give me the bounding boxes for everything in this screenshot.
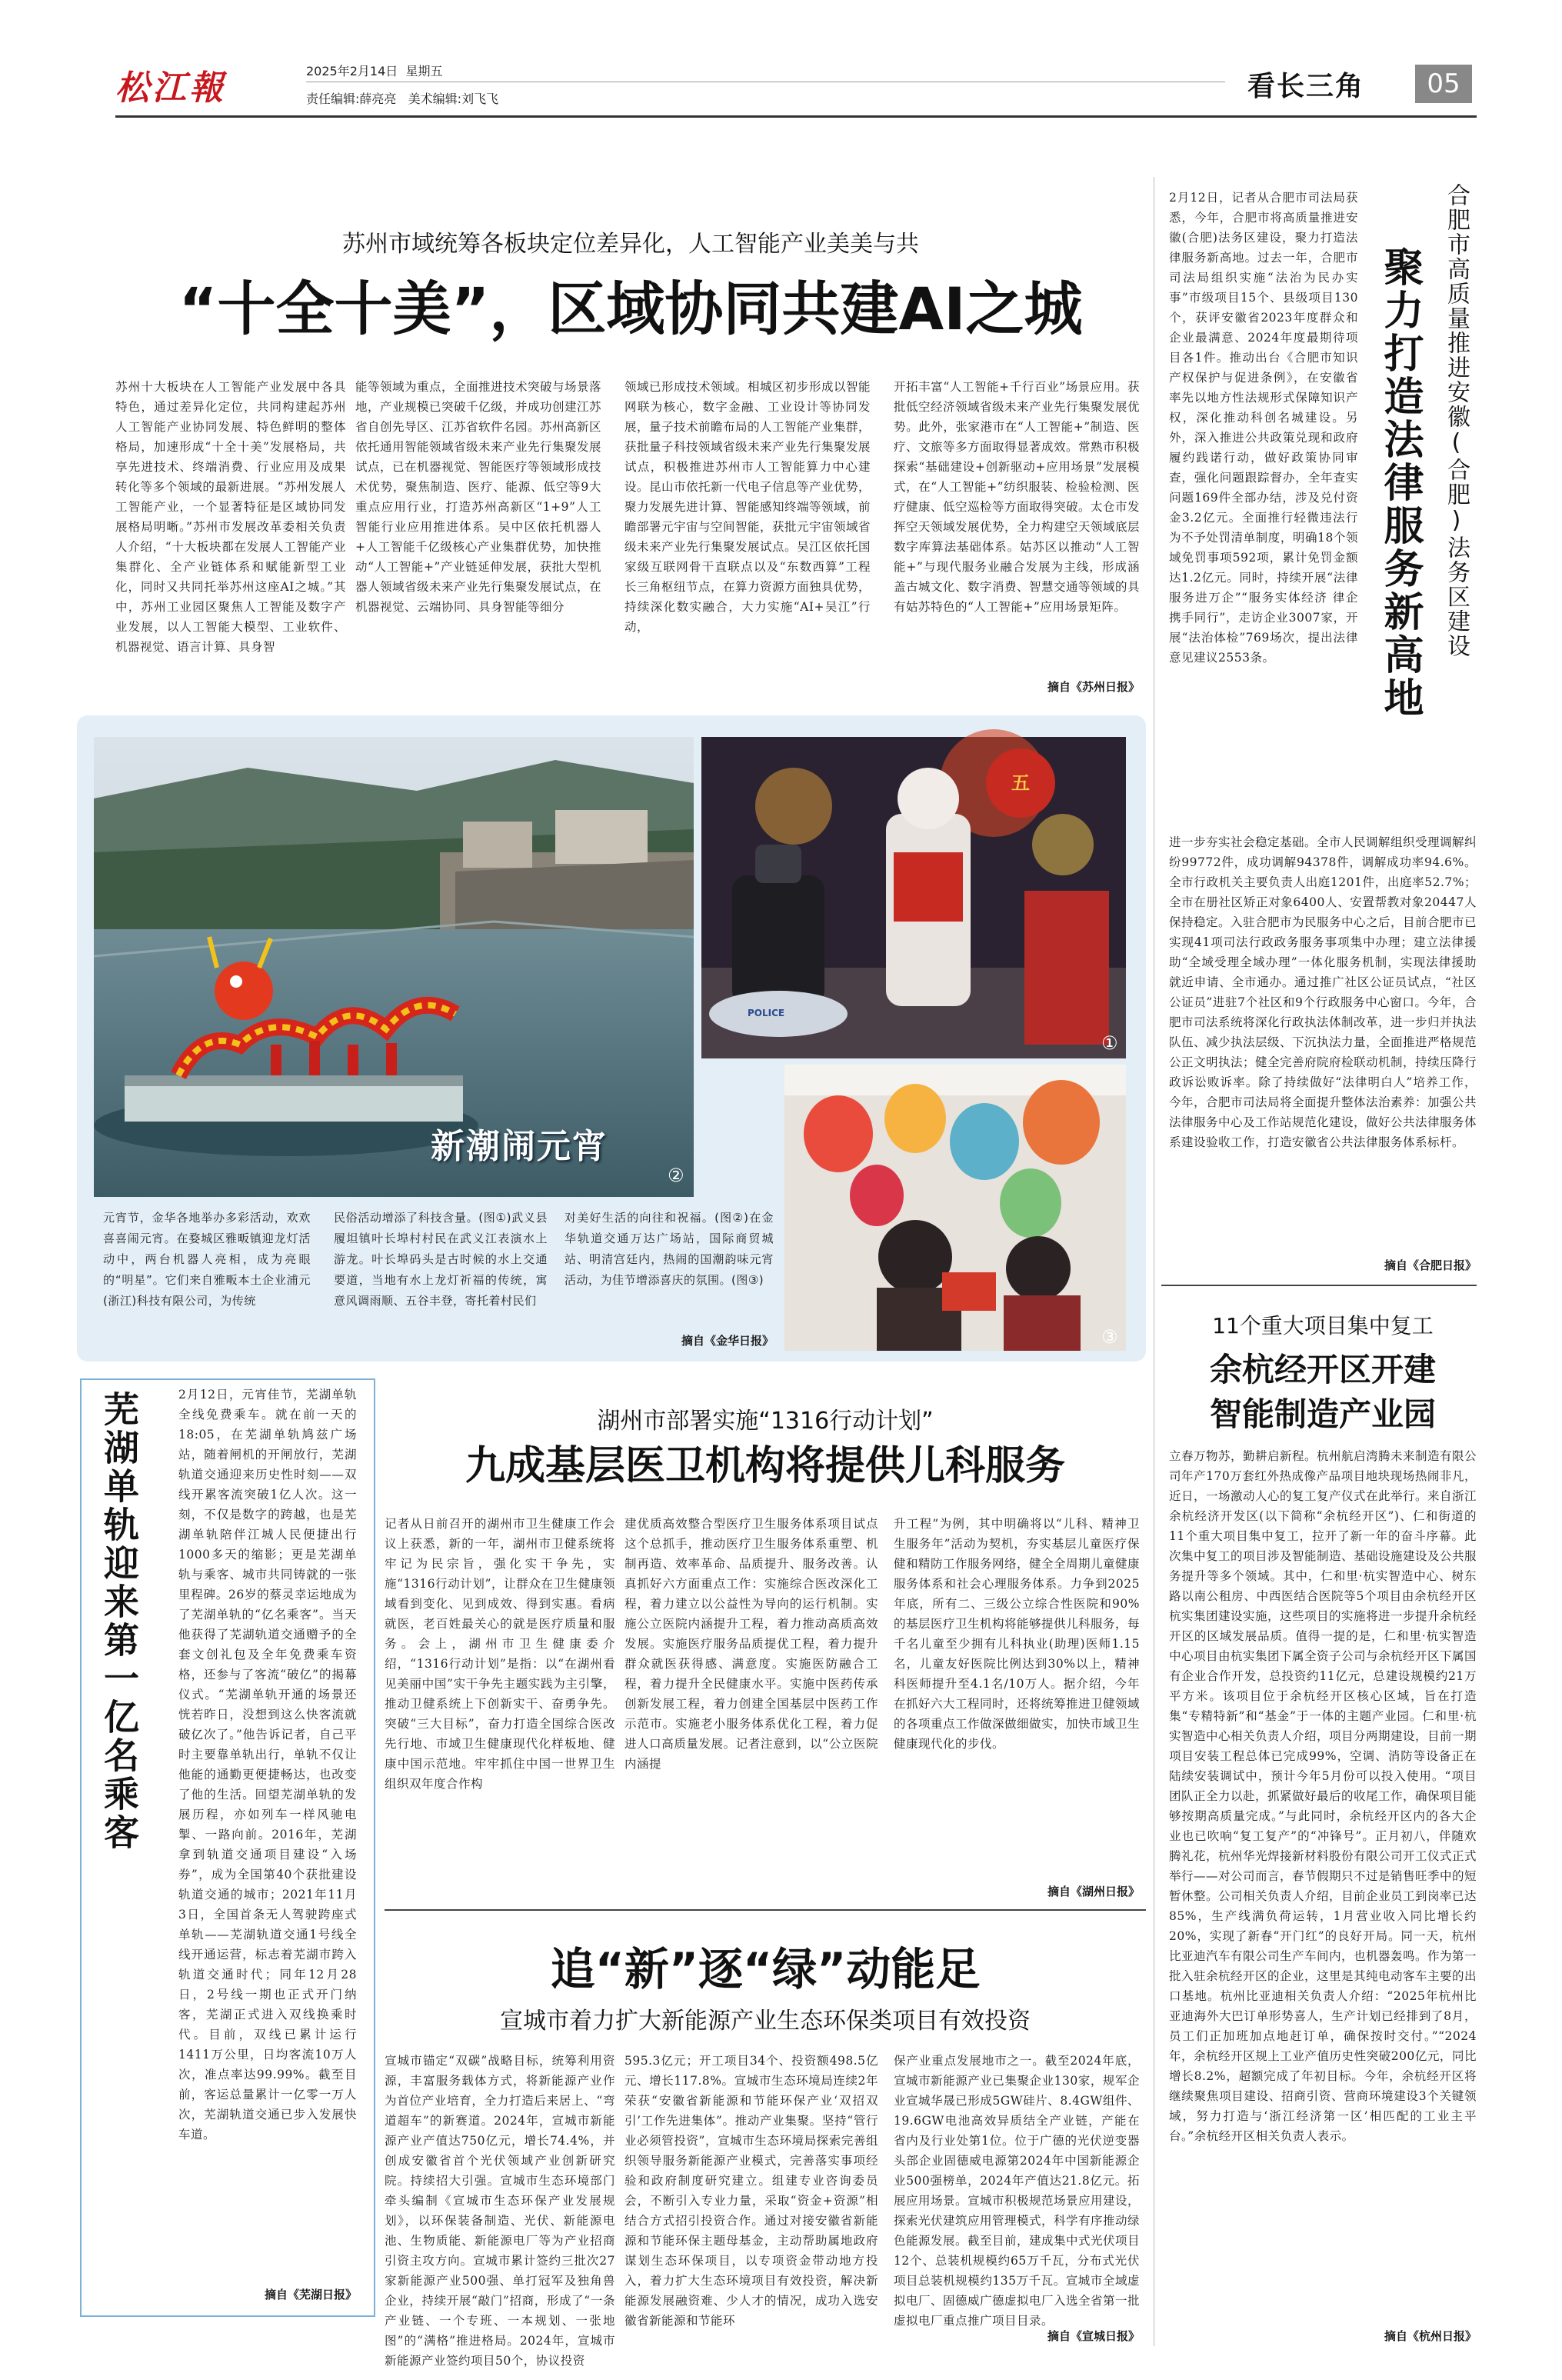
yuhang-title-line-2: 智能制造产业园	[1209, 1395, 1436, 1433]
xuancheng-col-1: 宣城市锚定“双碳”战略目标，统筹利用资源，丰富服务载体方式，将新能源产业作为首位产业培育，全力打造后来居上、“弯道超车”的新赛道。2024年，宣城市新能源产业产值达750亿元，增长74.4%，并创成安徽省首个光伏领域产业创新研究院。持续招大引强。宣城市生态环境部门牵头编制《宣城市生态环保产业发展规划》，以环保装备制造、光伏、新能源电池、生物质能、新能源电厂等为产业招商引资主攻方向。宣城市累计签约三批次27家新能源产业500强、单打冠军及独角兽企业，持续开展“敲门”招商，形成了“一条产业链、一个专班、一本规划、一张地图”的“满格”推进格局。2024年，宣城市新能源产业签约项目50个，协议投资	[385, 2054, 615, 2368]
police-robot-label: POLICE	[748, 1008, 785, 1018]
wuhu-text: 2月12日，元宵佳节，芜湖单轨全线免费乘车。就在前一天的18:05，在芜湖单轨鸠兹广场站，随着闸机的开闸放行，芜湖轨道交通迎来历史性时刻——双线开累客流突破1亿人次。这一刻，不仅是数字的跨越，也是芜湖单轨陪伴江城人民便捷出行1000多天的缩影；更是芜湖单轨与乘客、城市共同铸就的一张里程碑。26岁的蔡灵幸运地成为了芜湖单轨的“亿名乘客”。当天他获得了芜湖轨道交通赠予的全套文创礼包及全年免费乘车资格，还参与了客流“破亿”的揭幕仪式。“芜湖单轨开通的场景还恍若昨日，没想到这么快客流就破亿次了。”他告诉记者，自己平时主要靠单轨出行，单轨不仅让他能的通勤更便捷畅达，也改变了他的生活。回望芜湖单轨的发展历程，亦如列车一样风驰电掣、一路向前。2016年，芜湖拿到轨道交通项目建设“入场券”，成为全国第40个获批建设轨道交通的城市；2021年11月3日，全国首条无人驾驶跨座式单轨——芜湖轨道交通1号线全线开通运营，标志着芜湖市跨入轨道交通时代；同年12月28日，2号线一期也正式开门纳客，芜湖正式进入双线换乘时代。目前，双线已累计运行1411万公里，日均客流10万人次，准点率达99.99%。截至目前，客运总量累计一亿零一万人次，芜湖轨道交通已步入发展快车道。	[178, 1388, 357, 2142]
xuancheng-subtitle: 宣城市着力扩大新能源产业生态环保类项目有效投资	[500, 2008, 1031, 2035]
weekday-text: 星期五	[405, 64, 443, 78]
huzhou-col-2: 建优质高效整合型医疗卫生服务体系项目试点这个总抓手，推动医疗卫生服务体系重塑、机制再造、效率革命、品质提升、服务改善。认真抓好六方面重点工作：实施综合医改深化工程，着力建立以公益性为导向的运行机制。实施公立医院内涵提升工程，着力推动高质高效发展。实施医疗服务品质提优工程，着力提升群众就医获得感、满意度。实施医防融合工程，着力提升全民健康水平。实施中医药传承创新发展工程，着力创建全国基层中医药工作示范市。实施老小服务体系优化工程，着力促进人口高质量发展。记者注意到，以“公立医院内涵提	[624, 1517, 878, 1771]
huzhou-subtitle: 湖州市部署实施“1316行动计划”	[597, 1408, 934, 1435]
suzhou-col-3: 领域已形成技术领域。相城区初步形成以智能网联为核心，数字金融、工业设计等协同发展，量子技术前瞻布局的人工智能产业集群，获批量子科技领域省级未来产业先行集聚发展试点，积极推进苏州市人工智能算力中心建设。昆山市依托新一代电子信息等产业优势，聚力发展先进计算、智能感知终端等领域，前瞻部署元宇宙与空间智能，获批元宇宙领域省级未来产业先行集聚发展试点。吴江区依托国家级互联网骨干直联点以及“东数西算”工程长三角枢纽节点，在算力资源方面独具优势，持续深化数实融合，大力实施“AI+吴江”行动，	[624, 380, 871, 634]
yuhang-title-line-1: 余杭经开区开建	[1209, 1351, 1436, 1388]
suzhou-source: 摘自《苏州日报》	[1047, 680, 1140, 694]
wuhu-source: 摘自《芜湖日报》	[264, 2288, 357, 2302]
hefei-divider	[1161, 1285, 1477, 1286]
hefei-title: 聚力打造法律服务新高地	[1377, 246, 1423, 720]
yuhang-source: 摘自《杭州日报》	[1384, 2329, 1477, 2343]
photo-caption-1: 元宵节，金华各地举办多彩活动，欢欢喜喜闹元宵。在婺城区雅畈镇迎龙灯活动中，两台机器人亮相，成为亮眼的“明星”。它们来自雅畈本土企业浦元(浙江)科技有限公司，为传统	[103, 1211, 311, 1308]
suzhou-subtitle: 苏州市域统筹各板块定位差异化，人工智能产业美美与共	[342, 231, 919, 258]
lanterns-photo	[784, 1065, 1126, 1351]
hefei-source: 摘自《合肥日报》	[1384, 1258, 1477, 1272]
yuhang-kicker: 11个重大项目集中复工	[1212, 1313, 1434, 1338]
huzhou-col-1: 记者从日前召开的湖州市卫生健康工作会议上获悉，新的一年，湖州市卫健系统将牢记为民宗旨，强化实干争先，实施“1316行动计划”，让群众在卫生健康领域看到变化、见到成效、得到实惠。看病就医，老百姓最关心的就是医疗质量和服务。会上，湖州市卫生健康委介绍，“1316行动计划”是指：以“在湖州看见美丽中国”实干争先主题实践为主引擎，推动卫健系统上下创新实干、奋勇争先。突破“三大目标”，奋力打造全国综合医改先行地、市域卫生健康现代化样板地、健康中国示范地。牢牢抓住中国一世界卫生组织双年度合作构	[385, 1517, 615, 1791]
xuancheng-title: 追“新”逐“绿”动能足	[550, 1943, 981, 1995]
suzhou-title: “十全十美”，区域协同共建AI之城	[178, 275, 1083, 343]
masthead-date	[306, 62, 442, 79]
photo-source: 摘自《金华日报》	[681, 1334, 774, 1348]
robots-photo	[701, 737, 1126, 1058]
xuancheng-col-3: 保产业重点发展地市之一。截至2024年底，宣城市新能源产业已集聚企业130家，规军企业宣城华晟已形成5GW硅片、8.4GW组件、19.6GW电池高效异质结全产业链，产能在省内及行业处第1位。位于广德的光伏逆变器头部企业固德威电源第2024年中国新能源企业500强榜单，2024年产值达21.8亿元。拓展应用场景。宣城市积极规范场景应用建设，探索光伏建筑应用管理模式，科学有序推动绿色能源发展。截至目前，建成集中式光伏项目12个、总装机规模约65万千瓦，分布式光伏项目总装机规模约135万千瓦。宣城市全域虚拟电厂、固德威广德虚拟电厂入选全省第一批虚拟电厂重点推广项目目录。	[894, 2054, 1141, 2328]
masthead-bottom-rule	[115, 115, 1477, 118]
date-text: 2025年2月14日	[306, 64, 398, 78]
wuhu-title: 芜湖单轨迎来第一亿名乘客	[98, 1391, 140, 1852]
editor-label: 责任编辑:薛亮亮	[306, 92, 397, 106]
hefei-bottom-text: 进一步夯实社会稳定基础。全市人民调解组织受理调解纠纷99772件，成功调解94378件，调解成功率94.6%。全市行政机关主要负责人出庭1201件，出庭率52.7%；全市在册社区矫正对象6400人、安置帮教对象20447人保持稳定。入驻合肥市为民服务中心之后，目前合肥市已实现41项司法行政政务服务事项集中办理；建立法律援助“全域受理全域办理”一体化服务机制，实现法律援助就近申请、全市通办。通过推广社区公证员试点，“社区公证员”进驻7个社区和9个行政服务中心窗口。今年，合肥市司法系统将深化行政执法体制改革，进一步归并执法队伍、减少执法层级、下沉执法力量，全面推进严格规范公正文明执法；健全完善府院府检联动机制，持续压降行政诉讼败诉率。除了持续做好“法律明白人”培养工作，今年，合肥市司法局将全面提升整体法治素养：加强公共法律服务中心及工作站规范化建设，做好公共法律服务体系建设验收工作，打造安徽省公共法律服务体系标杆。	[1169, 835, 1477, 1149]
hefei-kicker: 合肥市高质量推进安徽(合肥)法务区建设	[1443, 183, 1470, 658]
lanterns-illustration	[784, 1065, 1126, 1351]
photo-badge-2: ②	[668, 1165, 684, 1186]
page-number: 05	[1415, 65, 1472, 103]
huzhou-col-3: 升工程”为例，其中明确将以“儿科、精神卫生服务年”活动为契机，夯实基层儿童医疗保健和精防工作服务网络，健全全周期儿童健康服务体系和社会心理服务体系。力争到2025年底，所有二、三级公立综合性医院和90%的基层医疗卫生机构将能够提供儿科服务，每千名儿童至少拥有儿科执业(助理)医师1.15名，儿童友好医院比例达到30%以上，精神科医师提升至4.1名/10万人。据介绍，今年在抓好六大工程同时，还将统筹推进卫健领域的各项重点工作做深做细做实，加快市域卫生健康现代化的步伐。	[894, 1517, 1141, 1751]
robot-head-character: 五	[1011, 772, 1030, 794]
suzhou-col-4: 开拓丰富“人工智能+千行百业”场景应用。获批低空经济领域省级未来产业先行集聚发展优势。此外，张家港市在“人工智能+”制造、医疗、文旅等多方面取得显著成效。常熟市积极探索“基础建设+创新驱动+应用场景”发展模式，在“人工智能+”纺织服装、检验检测、医疗健康、低空巡检等方面取得突破。太仓市发挥空天领域发展优势，全力构建空天领域底层数字库算法基础体系。姑苏区以推动“人工智能+”与现代服务业融合发展为主线，形成涵盖古城文化、数字消费、智慧交通等领域的具有姑苏特色的“人工智能+”应用场景矩阵。	[894, 380, 1141, 614]
section-name: 看长三角	[1247, 70, 1365, 102]
photo-badge-1: ①	[1101, 1032, 1118, 1054]
photo-caption-2: 民俗活动增添了科技含量。(图①)武义县履坦镇叶长埠村村民在武义江表演水上游龙。叶长埠码头是古时候的水上交通要道，当地有水上龙灯祈福的传统，寓意风调雨顺、五谷丰登，寄托着村民们	[334, 1211, 548, 1308]
masthead-logo: 松江報	[115, 68, 226, 108]
huzhou-source: 摘自《湖州日报》	[1047, 1885, 1140, 1898]
suzhou-col-1: 苏州十大板块在人工智能产业发展中各具特色，通过差异化定位，共同构建起苏州人工智能产业协同发展、特色鲜明的整体格局，加速形成“十全十美”发展格局，共享先进技术、终端消费、行业应用及成果转化等多个领域的最新进展。“苏州发展人工智能产业，一个显著特征是区域协同发展格局明晰。”苏州市发展改革委相关负责人介绍，“十大板块都在发展人工智能产业集群化、全产业链体系和赋能新型工业化，同时又共同托举苏州这座AI之城。”其中，苏州工业园区聚焦人工智能及数字产业发展，以人工智能大模型、工业软件、机器视觉、语言计算、具身智	[115, 380, 346, 654]
hefei-top-text: 2月12日，记者从合肥市司法局获悉，今年，合肥市将高质量推进安徽(合肥)法务区建设，聚力打造法律服务新高地。过去一年，合肥市司法局组织实施“法治为民办实事”市级项目15个、县级项目130个，获评安徽省2023年度群众和企业最满意、2024年度最期待项目各1件。推动出台《合肥市知识产权保护与促进条例》，在安徽省率先以地方性法规形式保障知识产权，深化推动科创名城建设。另外，深入推进公共政策兑现和政府履约践诺行动，做好政策协同审查，强化问题跟踪督办，全年查实问题169件全部办结，涉及兑付资金3.2亿元。全面推行轻微违法行为不予处罚清单制度，明确18个领域免罚事项592项，累计免罚金额达1.2亿元。同时，持续开展“法律服务进万企”“服务实体经济 律企携手同行”，走访企业3007家，开展“法治体检”769场次，提出法律意见建议2553条。	[1169, 191, 1358, 665]
huzhou-title: 九成基层医卫机构将提供儿科服务	[465, 1442, 1065, 1489]
huzhou-divider	[385, 1909, 1146, 1911]
yuhang-text: 立春万物苏，勤耕启新程。杭州航启湾腾未来制造有限公司年产170万套红外热成像产品项目地块现场热闹非凡，近日，一场激动人心的复工复产仪式在此举行。来自浙江余杭经济开发区(以下简称“余杭经开区”)、仁和街道的11个重大项目集中复工，拉开了新一年的奋斗序幕。此次集中复工的项目涉及智能制造、基础设施建设及公共服务提升等多个领域。其中，仁和里·杭实智造中心、树东路以南公租房、中西医结合医院等5个项目由余杭经开区杭实集团建设实施，这些项目的实施将进一步提升余杭经开区的区域发展品质。值得一提的是，仁和里·杭实智造中心项目由杭实集团下属全资子公司与余杭经开区下属国有企业合作开发，总投资约11亿元，总建设规模约21万平方米。该项目位于余杭经开区核心区域，旨在打造集“专精特新”和“基金”于一体的主题产业园。仁和里·杭实智造中心相关负责人介绍，项目分两期建设，目前一期项目安装工程总体已完成99%，空调、消防等设备正在陆续安装调试中，预计今年5月份可以投入使用。“项目团队正全力以赴，抓紧做好最后的收尾工作，确保项目能够按期高质量完成。”与此同时，余杭经开区内的各大企业也已吹响“复工复产”的“冲锋号”。正月初八，伴随欢腾礼花，杭州华光焊接新材料股份有限公司开工仪式正式举行——对公司而言，春节假期只不过是销售旺季中的短暂休整。公司相关负责人介绍，目前企业员工到岗率已达85%，生产线满负荷运转，1月营业收入同比增长约20%，实现了新春“开门红”的良好开局。同一天，杭州比亚迪汽车有限公司生产车间内，也机器轰鸣。作为第一批入驻余杭经开区的企业，这里是其纯电动客车主要的出口基地。杭州比亚迪相关负责人介绍：“2025年杭州比亚迪海外大巴订单形势喜人，生产计划已经排到了8月，员工们正加班加点地赶订单，确保按时交付。”“2024年，余杭经开区规上工业产值历史性突破200亿元，同比增长8.2%，超额完成了年初目标。今年，余杭经开区将继续聚焦项目建设、招商引资、营商环境建设3个关键领域，努力打造与‘浙江经济第一区’相匹配的工业主平台。”余杭经开区相关负责人表示。	[1169, 1449, 1477, 2143]
suzhou-col-2: 能等领域为重点，全面推进技术突破与场景落地，产业规模已突破千亿级，并成功创建江苏省自创先导区、江苏省软件名园。苏州高新区依托通用智能领域省级未来产业先行集聚发展试点，已在机器视觉、智能医疗等领域形成技术优势，聚焦制造、医疗、能源、低空等9大重点应用行业，打造苏州高新区“1+9”人工智能行业应用推进体系。吴中区依托机器人+人工智能千亿级核心产业集群优势，加快推动“人工智能+”产业链延伸发展，获批大型机器人领域省级未来产业先行集聚发展试点，在机器视觉、云端协同、具身智能等细分	[355, 380, 602, 614]
art-editor-label: 美术编辑:刘飞飞	[408, 92, 499, 106]
masthead-editors	[306, 89, 498, 107]
xuancheng-col-2: 595.3亿元；开工项目34个、投资额498.5亿元、增长117.8%。宣城市生态环境局连续2年荣获“安徽省新能源和节能环保产业‘双招双引’工作先进集体”。推动产业集聚。坚持“管行业必须管投资”，宣城市生态环境局探索完善组织领导服务新能源产业模式，完善落实事项经验和政府制度研究建立。组建专业咨询委员会，不断引入专业力量，采取“资金+资源”相结合方式招引投资合作。通过对接安徽省新能源和节能环保主题母基金，主动帮助属地政府谋划生态环保项目，以专项资金带动地方投入，着力扩大生态环境项目有效投资，解决新能源发展融资难、少人才的情况，成功入选安徽省新能源和节能环	[624, 2054, 878, 2328]
photo-badge-3: ③	[1101, 1326, 1118, 1348]
photo-title: 新潮闹元宵	[431, 1127, 608, 1166]
photo-caption-3: 对美好生活的向往和祝福。(图②)在金华轨道交通万达广场站，国际商贸城站、明清宫廷内，热闹的国潮韵味元宵活动，为佳节增添喜庆的氛围。(图③)	[565, 1211, 774, 1287]
xuancheng-source: 摘自《宣城日报》	[1047, 2329, 1140, 2343]
